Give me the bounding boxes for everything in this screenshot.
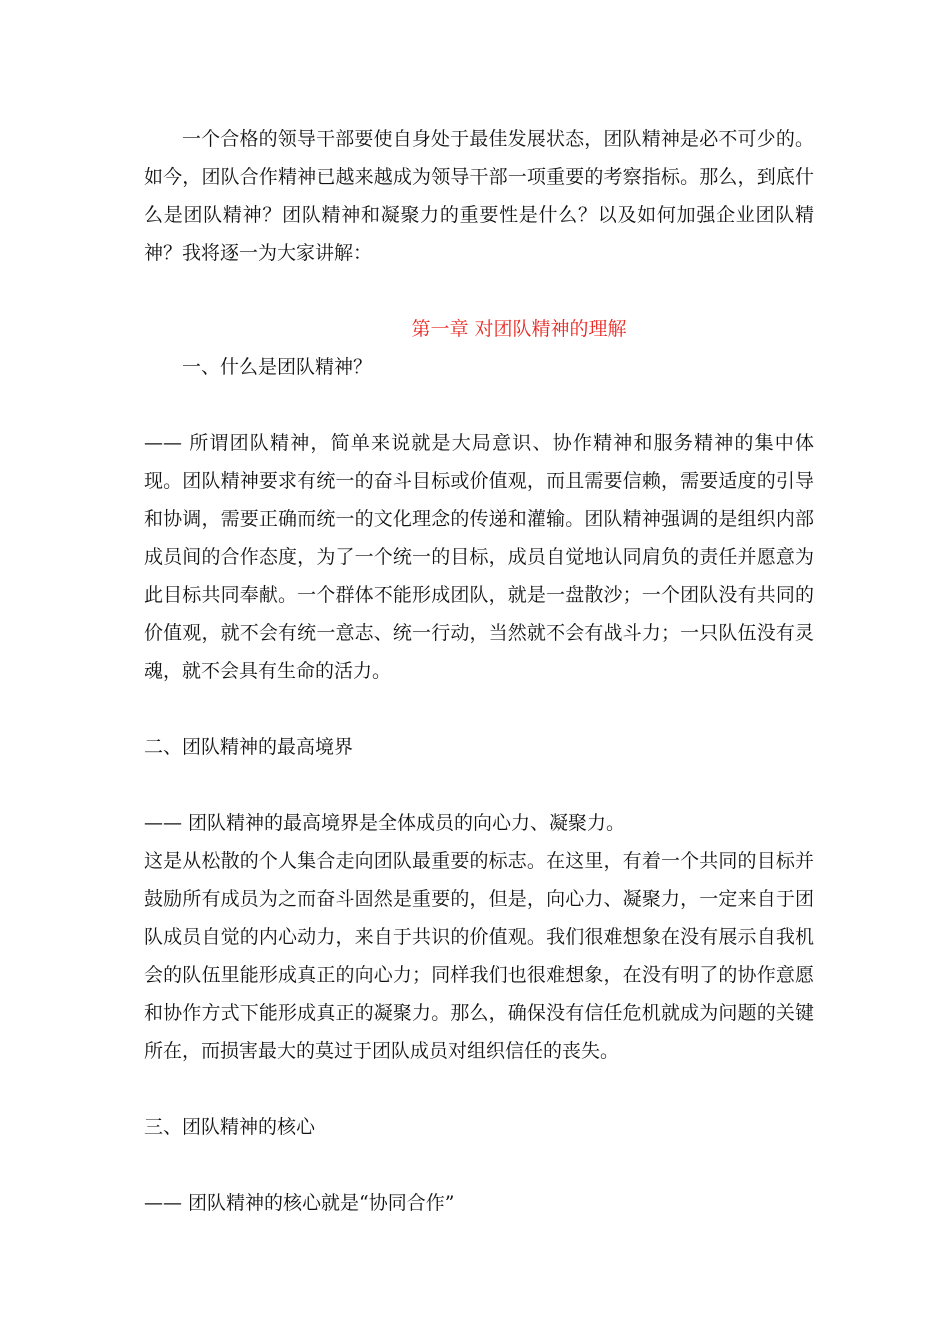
- intro-paragraph: 一个合格的领导干部要使自身处于最佳发展状态，团队精神是必不可少的。如今，团队合作精神已越来越成为领导干部一项重要的考察指标。那么，到底什么是团队精神？团队精神和凝聚力的重要性是什么？以及如何加强企业团队精神？我将逐一为大家讲解：: [144, 128, 814, 264]
- chapter-title: 第一章 对团队精神的理解: [411, 318, 627, 340]
- section-3-paragraph: —— 团队精神的核心就是“协同合作”: [144, 1192, 455, 1214]
- section-heading-3: 三、团队精神的核心: [144, 1116, 316, 1138]
- section-heading-1: 一、什么是团队精神？: [182, 356, 373, 378]
- section-2-lead: —— 团队精神的最高境界是全体成员的向心力、凝聚力。: [144, 812, 626, 834]
- document-body: [144, 120, 814, 1222]
- section-heading-2: 二、团队精神的最高境界: [144, 736, 354, 758]
- section-1-paragraph: —— 所谓团队精神，简单来说就是大局意识、协作精神和服务精神的集中体现。团队精神要求有统一的奋斗目标或价值观，而且需要信赖，需要适度的引导和协调，需要正确而统一的文化理念的传递和灌输。团队精神强调的是组织内部成员间的合作态度，为了一个统一的目标，成员自觉地认同肩负的责任并愿意为此目标共同奉献。一个群体不能形成团队，就是一盘散沙；一个团队没有共同的价值观，就不会有统一意志、统一行动，当然就不会有战斗力；一只队伍没有灵魂，就不会具有生命的活力。: [144, 432, 814, 682]
- section-2-paragraph: 这是从松散的个人集合走向团队最重要的标志。在这里，有着一个共同的目标并鼓励所有成员为之而奋斗固然是重要的，但是，向心力、凝聚力，一定来自于团队成员自觉的内心动力，来自于共识的价值观。我们很难想象在没有展示自我机会的队伍里能形成真正的向心力；同样我们也很难想象，在没有明了的协作意愿和协作方式下能形成真正的凝聚力。那么，确保没有信任危机就成为问题的关键所在，而损害最大的莫过于团队成员对组织信任的丧失。: [144, 850, 814, 1062]
